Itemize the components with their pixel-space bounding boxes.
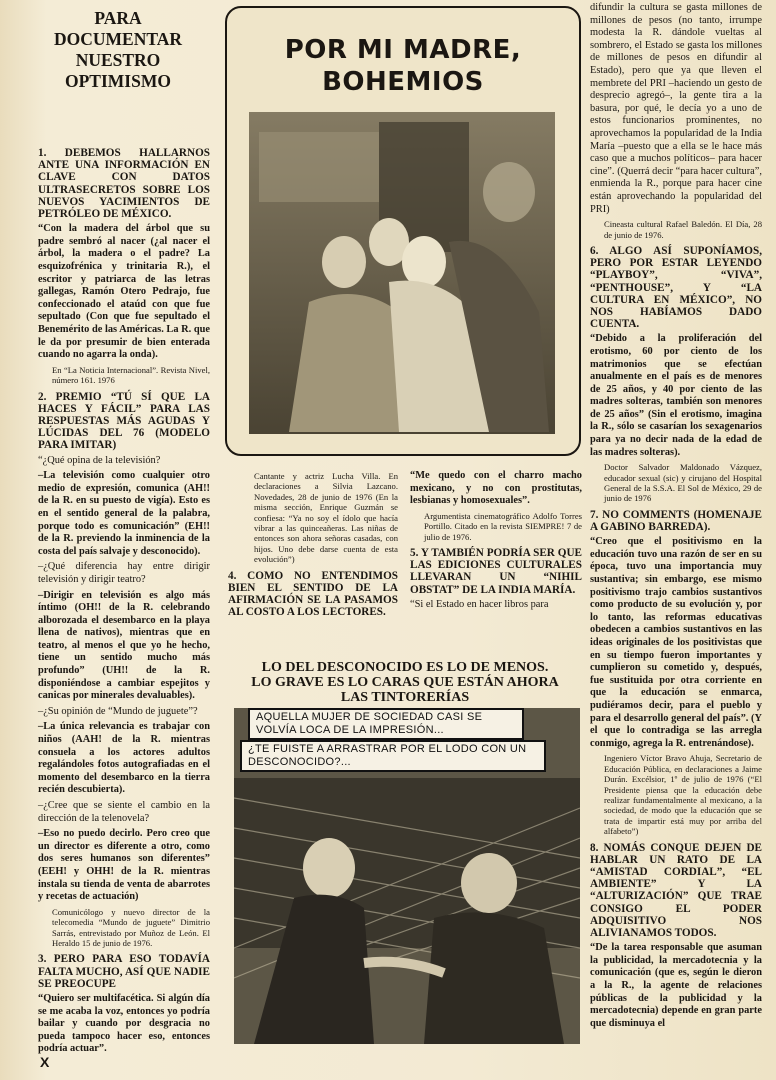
item-5-quote-continued: difundir la cultura se gasta millones de millones de pesos (no tanto, irrumpe modesta la R. dándole vueltas al sombrero, el Estado se gasta los millones de millones de pesos en difundir al Estado), pero que ya que lleven el membrete del PRI –haciendo un gesto de desprecio agregó–, la gente tira a la basura, por qué, le decía yo a uno de estos funcionarios prominentes, no aprovechamos la popularidad de la India María –puesto que a ella se le hace más caso que a muchos políticos– para hacer cine”. (Querrá decir “para hacer cultura”, enmienda la R., porque para hacer cine están aprovechando la popularidad del PRI) bbox=[590, 2, 762, 215]
item-2-answer-3: –La única relevancia es trabajar con niños (AAH! de la R. mientras consuela a los actores adultos regalándoles fotos autografiadas en el momento del desembarco en la tierra recién descubierta). bbox=[38, 721, 210, 796]
item-1-source: En “La Noticia Internacional”. Revista Nivel, número 161. 1976 bbox=[52, 364, 210, 386]
photo-box bbox=[225, 6, 581, 456]
photonovel-panel bbox=[234, 708, 580, 1044]
item-7-quote: “Creo que el positivismo en la educación tuvo una razón de ser en su época, tuvo una importancia muy sustantiva; sin embargo, ese mismo positivismo trajo cambios sustantivos como producto de su evolución y, por lo tanto, las reformas educativas obedecen a cambios sustantivos en las ideas originales de los positivistas que en su tiempo fueron importantes y cumplieron su cometido y, después, fue sustituida por otra corriente en que la educación se enmarca, pudiéramos decir, para el pueblo y para el desarrollo general del país”. (Y el que lo contradiga se las arregla conmigo, agrega la R. entrenándose). bbox=[590, 536, 762, 749]
item-4-heading: 4. COMO NO ENTENDIMOS BIEN EL SENTIDO DE LA AFIRMACIÓN SE LA PASAMOS AL COSTO A LOS LECTORES. bbox=[228, 569, 398, 619]
item-2-heading: 2. PREMIO “TÚ SÍ QUE LA HACES Y FÁCIL” PARA LAS RESPUESTAS MÁS AGUDAS Y LÚCIDAS DEL 76 (MODELO PARA IMITAR) bbox=[38, 390, 210, 452]
middle-column-right bbox=[410, 470, 582, 614]
photo-box-title: POR MI MADRE, BOHEMIOS bbox=[284, 35, 522, 97]
item-3-quote: “Quiero ser multifacética. Si algún día se me acaba la voz, entonces yo podría bailar y cuando por desgracia no pueda tampoco hacer eso, entonces podría actuar”. bbox=[38, 993, 210, 1055]
item-7-heading: 7. NO COMMENTS (HOMENAJE A GABINO BARREDA). bbox=[590, 508, 762, 534]
item-2-answer-4: –Eso no puedo decirlo. Pero creo que un director es diferente a otro, como dos seres humanos son diferentes” (EEH! y OHH! de la R. mientras instala su tienda de venta de abarrotes y recetas de actuación) bbox=[38, 828, 210, 903]
section-heading: PARA DOCUMENTAR NUESTRO OPTIMISMO bbox=[53, 8, 182, 91]
item-7-source: Ingeniero Víctor Bravo Ahuja, Secretario de Educación Pública, en declaraciones a Jaime Durán. Excélsior, 1º de julio de 1976 (“El Presidente piensa que la educación debe realizar fundamentalmente al mexicano, a la sociedad, de modo que la educación que se trata de impartir está muy por arriba del alfabeto”) bbox=[604, 753, 762, 837]
item-2-question-3: –¿Su opinión de “Mundo de juguete”? bbox=[38, 705, 198, 717]
speech-bubble-2: ¿TE FUISTE A ARRASTRAR POR EL LODO CON UN DESCONOCIDO?... bbox=[240, 740, 546, 772]
item-2-question-2: –¿Qué diferencia hay entre dirigir televisión y dirigir teatro? bbox=[38, 561, 210, 585]
item-2-question-4: –¿Cree que se siente el cambio en la dirección de la telenovela? bbox=[38, 800, 210, 824]
item-5-source: Cineasta cultural Rafael Baledón. El Día, 28 de junio de 1976. bbox=[604, 219, 762, 240]
speech-bubble-1: AQUELLA MUJER DE SOCIEDAD CASI SE VOLVÍA LOCA DE LA IMPRESIÓN... bbox=[248, 708, 524, 740]
item-3-source: Cantante y actriz Lucha Villa. En declaraciones a Silvia Lazcano. Novedades, 28 de junio de 1976 (En la misma sección, Enrique Guzmán se confiesa: “Ya no soy el ídolo que hacía vibrar a las quinceañeras. Las niñas de entonces son ahora señoras casadas, con hijos. Uno debe darse cuenta de esta evolución”) bbox=[254, 471, 398, 565]
item-1-quote: “Con la madera del árbol que su padre sembró al nacer (¿al nacer el árbol, la madera o el padre? La esquizofrénica y trinitaria R.), el escritor y patriarca de las letras gallegas, Ramón Otero Pedrajo, fue confeccionado el ataúd con que fue sepultado (Con que fue sepultado el Benemérito de las Américas. La R. que le da por presumir de bien enterada cuando no agarra la onda). bbox=[38, 223, 210, 361]
film-still-illustration bbox=[249, 112, 555, 434]
right-column bbox=[590, 2, 762, 1033]
item-5-heading: 5. Y TAMBIÉN PODRÍA SER QUE LAS EDICIONES CULTURALES LLEVARAN UN “NIHIL OBSTAT” DE LA INDIA MARÍA. bbox=[410, 547, 582, 596]
item-2-source: Comunicólogo y nuevo director de la telecomedia “Mundo de juguete” Dimitrio Sarrás, entrevistado por Muñoz de León. El Heraldo 15 de junio de 1976. bbox=[52, 906, 210, 948]
middle-column-left bbox=[228, 470, 398, 621]
item-5-quote-start: “Si el Estado en hacer libros para bbox=[410, 598, 549, 610]
item-8-quote: “De la tarea responsable que asuman la publicidad, la mercadotecnia y la comunicación (que es, según le dieron a la R., la agente de relaciones públicas de la publicidad y la mercadotecnia) depende en gran parte que disminuya el bbox=[590, 942, 762, 1029]
item-2-question-1: “¿Qué opina de la televisión? bbox=[38, 454, 161, 466]
item-4-source: Argumentista cinematográfico Adolfo Torres Portillo. Citado en la revista SIEMPRE! 7 de julio de 1976. bbox=[424, 510, 582, 542]
item-1-heading: 1. DEBEMOS HALLARNOS ANTE UNA INFORMACIÓN EN CLAVE CON DATOS ULTRASECRETOS SOBRE LOS NUEVOS YACIMIENTOS DE PETRÓLEO DE MÉXICO. bbox=[38, 147, 210, 221]
film-still-photo bbox=[249, 112, 555, 434]
item-2-answer-2: –Dirigir en televisión es algo más íntimo (OH!! de la R. celebrando alborozada el desembarco en la playa llena de nativos), mientras que en teatro, al menos el que yo he hecho, tiene un sentido mucho más profundo” (UH!! de la R. disponiéndose a cambiar espejitos y canicas por minerales devaluables). bbox=[38, 589, 210, 702]
page-folio: X bbox=[40, 1054, 50, 1070]
left-column bbox=[38, 142, 210, 1059]
item-6-source: Doctor Salvador Maldonado Vázquez, educador sexual (sic) y cirujano del Hospital General de la S.S.A. El Sol de México, 29 de junio de 1976 bbox=[604, 462, 762, 504]
item-4-quote: “Me quedo con el charro macho mexicano, y no con prostitutas, lesbianas y homosexuales”. bbox=[410, 470, 582, 507]
item-3-heading: 3. PERO PARA ESO TODAVÍA FALTA MUCHO, ASÍ QUE NADIE SE PREOCUPE bbox=[38, 953, 210, 990]
item-8-heading: 8. NOMÁS CONQUE DEJEN DE HABLAR UN RATO DE LA “AMISTAD CORDIAL”, “EL AMBIENTE” Y LA “ALTURIZACIÓN” QUE TRAE CONSIGO EL PODER ADQUISITIVO NOS ALIVIANAMOS TODOS. bbox=[590, 841, 762, 940]
item-2-answer-1: –La televisión como cualquier otro medio de expresión, comunica (AH!! de la R. en su puesto de vigía). Esto es en el sentido general de la palabra, porque todo es comunicación” (EH!! de la R. previendo la inminencia de la costa del país salvaje y desconocido). bbox=[38, 470, 210, 557]
photo-2-caption: LO DEL DESCONOCIDO ES LO DE MENOS. LO GRAVE ES LO CARAS QUE ESTÁN AHORA LAS TINTORERÍAS bbox=[251, 660, 559, 705]
item-6-quote: “Debido a la proliferación del erotismo, 60 por ciento de los matrimonios que se efectúan anualmente en el país es de menores de 25 años, y 40 por ciento de las madres solteras, también son menores de 25 años” (Sin el erotismo, imagina la R., sólo se casarían los sexagenarios para ya no decir nada de la edad de las madres solteras). bbox=[590, 333, 762, 458]
item-6-heading: 6. ALGO ASÍ SUPONÍAMOS, PERO POR ESTAR LEYENDO “PLAYBOY”, “VIVA”, “PENTHOUSE”, Y “LA CULTURA EN MÉXICO”, NO NOS HABÍAMOS DADO CUENTA. bbox=[590, 244, 762, 331]
